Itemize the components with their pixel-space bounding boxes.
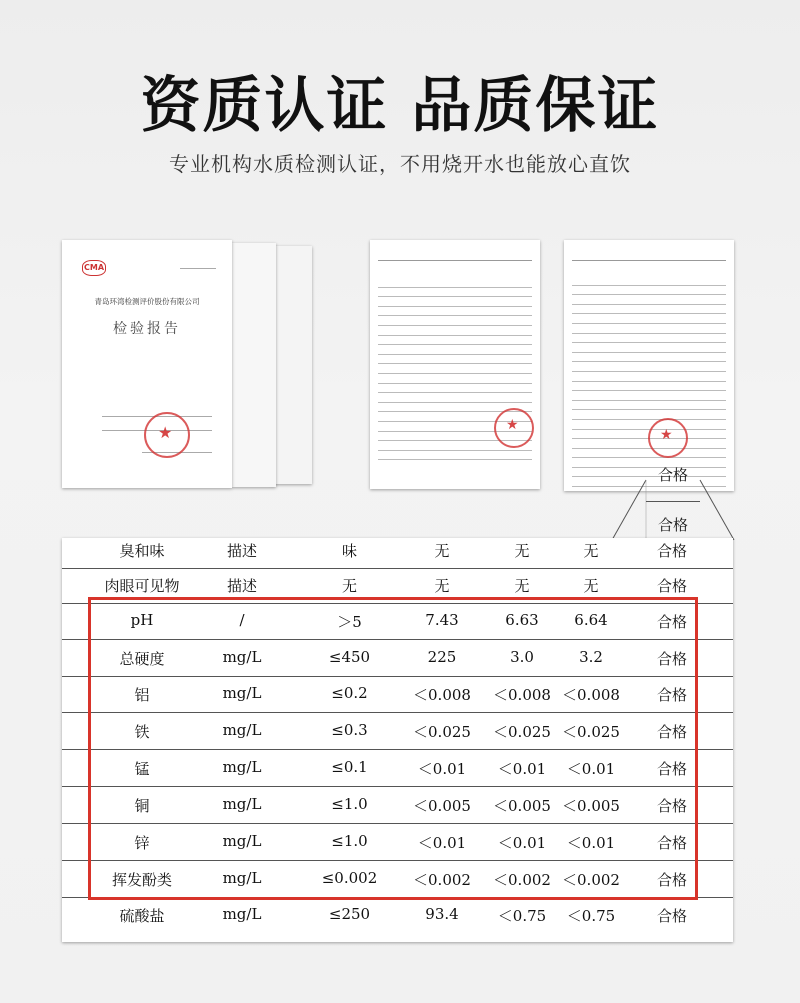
cell-unit: mg/L (222, 758, 262, 776)
page-subtitle: 专业机构水质检测认证，不用烧开水也能放心直饮 (169, 152, 631, 176)
cell-limit: 味 (341, 542, 357, 560)
cell-s3: ＜0.025 (562, 723, 620, 741)
cell-limit: ≤1.0 (331, 832, 368, 850)
cell-s2: ＜0.008 (493, 686, 551, 704)
cell-s2: ＜0.75 (497, 907, 547, 925)
cell-s2: ＜0.01 (497, 834, 547, 852)
cell-unit: mg/L (222, 832, 262, 850)
cell-unit: mg/L (222, 648, 262, 666)
result-tab-cell: 合格 (646, 465, 700, 502)
cell-s2: ＜0.025 (493, 723, 551, 741)
cell-s3: 3.2 (579, 648, 603, 666)
cell-unit: 描述 (226, 577, 257, 595)
cma-badge: CMA (82, 260, 106, 276)
cell-result: 合格 (656, 907, 687, 925)
cell-s1: 无 (434, 542, 450, 560)
cell-unit: mg/L (222, 684, 262, 702)
cell-result: 合格 (656, 686, 687, 704)
cell-unit: mg/L (222, 795, 262, 813)
cell-s3: ＜0.002 (562, 871, 620, 889)
cell-item: 铝 (134, 686, 150, 704)
cell-unit: 描述 (226, 542, 257, 560)
cell-unit: mg/L (222, 869, 262, 887)
cell-result: 合格 (656, 760, 687, 778)
cell-s1: 7.43 (425, 611, 459, 629)
cell-s2: 无 (514, 542, 530, 560)
cell-limit: ≤0.002 (321, 869, 378, 887)
cell-item: 硫酸盐 (119, 907, 165, 925)
cell-limit: ≤450 (328, 648, 371, 666)
cell-s3: 无 (583, 542, 599, 560)
cell-unit: mg/L (222, 905, 262, 923)
cell-limit: ≤0.3 (331, 721, 368, 739)
page-title: 资质认证 品质保证 (140, 71, 660, 141)
cell-result: 合格 (656, 542, 687, 560)
cell-s3: ＜0.008 (562, 686, 620, 704)
cell-item: 铜 (134, 797, 150, 815)
cell-unit: / (239, 611, 245, 629)
cell-limit: ≤1.0 (331, 795, 368, 813)
cell-s1: 无 (434, 577, 450, 595)
highlight-box (88, 597, 698, 900)
cell-limit: 无 (341, 577, 357, 595)
cell-item: 锌 (134, 834, 150, 852)
cell-s1: 225 (427, 648, 457, 666)
report-title: 检验报告 (113, 321, 181, 337)
report-company: 青岛环湾检测评价股份有限公司 (94, 297, 200, 306)
cell-s1: 93.4 (425, 905, 459, 923)
cell-limit: ＞5 (337, 613, 362, 631)
cell-item: 总硬度 (119, 650, 165, 668)
cell-s3: 6.64 (574, 611, 608, 629)
cell-result: 合格 (656, 834, 687, 852)
cell-result: 合格 (656, 797, 687, 815)
cell-s2: ＜0.01 (497, 760, 547, 778)
cell-limit: ≤250 (328, 905, 371, 923)
cell-result: 合格 (656, 613, 687, 631)
cell-result: 合格 (656, 577, 687, 595)
cell-s1: ＜0.005 (413, 797, 471, 815)
cell-s2: ＜0.005 (493, 797, 551, 815)
cell-result: 合格 (656, 650, 687, 668)
cell-result: 合格 (656, 871, 687, 889)
table-row (62, 896, 733, 933)
cell-s2: 6.63 (505, 611, 539, 629)
cell-s1: ＜0.01 (417, 760, 467, 778)
cell-item: pH (130, 611, 154, 629)
cell-s3: ＜0.01 (566, 760, 616, 778)
cell-s1: ＜0.025 (413, 723, 471, 741)
cell-s2: 无 (514, 577, 530, 595)
cell-s1: ＜0.01 (417, 834, 467, 852)
cell-s1: ＜0.008 (413, 686, 471, 704)
cell-s1: ＜0.002 (413, 871, 471, 889)
cell-limit: ≤0.1 (331, 758, 368, 776)
cell-s2: ＜0.002 (493, 871, 551, 889)
table-row (62, 538, 733, 569)
cell-item: 铁 (134, 723, 150, 741)
cell-s3: ＜0.75 (566, 907, 616, 925)
cell-item: 锰 (134, 760, 150, 778)
cell-s2: 3.0 (510, 648, 534, 666)
result-tab-cell: 合格 (657, 516, 688, 534)
cell-item: 肉眼可见物 (104, 577, 180, 595)
cell-unit: mg/L (222, 721, 262, 739)
cell-result: 合格 (656, 723, 687, 741)
cell-item: 挥发酚类 (111, 871, 172, 889)
cell-s3: ＜0.01 (566, 834, 616, 852)
cell-item: 臭和味 (119, 542, 165, 560)
cell-s3: 无 (583, 577, 599, 595)
cell-s3: ＜0.005 (562, 797, 620, 815)
result-tab (646, 465, 700, 538)
cell-limit: ≤0.2 (331, 684, 368, 702)
